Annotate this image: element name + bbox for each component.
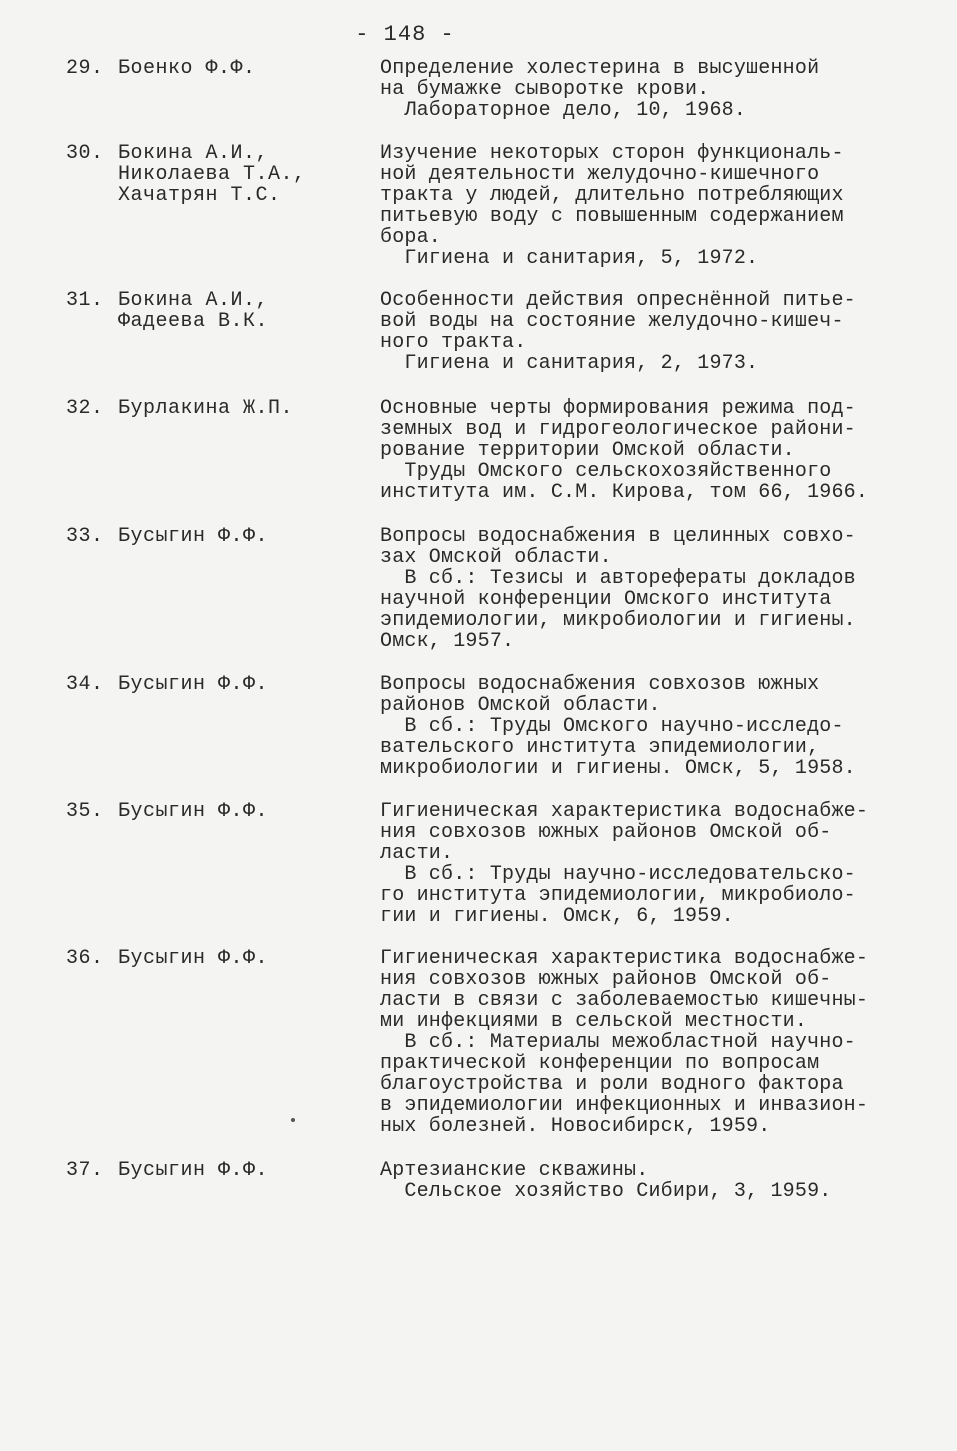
- description-line: Основные черты формирования режима под-: [380, 397, 856, 420]
- description-line: вательского института эпидемиологии,: [380, 736, 820, 759]
- description-line: Определение холестерина в высушенной: [380, 57, 820, 80]
- stray-mark: [291, 1118, 295, 1122]
- description-line: В сб.: Тезисы и авторефераты докладов: [380, 567, 856, 590]
- description-line: ной деятельности желудочно-кишечного: [380, 163, 820, 186]
- entry-authors: [118, 674, 358, 695]
- description-line: гии и гигиены. Омск, 6, 1959.: [380, 905, 734, 928]
- entry-authors: [118, 1160, 358, 1181]
- entry-number: 29.: [66, 57, 104, 80]
- entry-authors: [118, 526, 358, 547]
- entry-authors: [118, 948, 358, 969]
- description-line: на бумажке сыворотке крови.: [380, 78, 710, 101]
- description-line: земных вод и гидрогеологическое райони-: [380, 418, 856, 441]
- description-line: благоустройства и роли водного фактора: [380, 1073, 844, 1096]
- description-line: ных болезней. Новосибирск, 1959.: [380, 1115, 771, 1138]
- description-line: го института эпидемиологии, микробиоло-: [380, 884, 856, 907]
- entry-authors: [118, 143, 358, 206]
- entry-description: [380, 1160, 900, 1202]
- entry-authors: [118, 801, 358, 822]
- description-line: Вопросы водоснабжения совхозов южных: [380, 673, 820, 696]
- author-name: Бурлакина Ж.П.: [118, 397, 294, 420]
- author-name: Бусыгин Ф.Ф.: [118, 947, 269, 970]
- description-line: районов Омской области.: [380, 694, 661, 717]
- description-line: питьевую воду с повышенным содержанием: [380, 205, 844, 228]
- entry-number: 36.: [66, 947, 104, 970]
- description-line: Лабораторное дело, 10, 1968.: [380, 99, 747, 122]
- description-line: Гигиеническая характеристика водоснабже-: [380, 947, 869, 970]
- entry-description: [380, 801, 900, 927]
- description-line: ния совхозов южных районов Омской об-: [380, 821, 832, 844]
- description-line: в эпидемиологии инфекционных и инвазион-: [380, 1094, 869, 1117]
- entry-description: [380, 948, 900, 1137]
- description-line: В сб.: Труды научно-исследовательско-: [380, 863, 856, 886]
- description-line: зах Омской области.: [380, 546, 612, 569]
- author-name: Фадеева В.К.: [118, 310, 269, 333]
- entry-description: [380, 290, 900, 374]
- entry-authors: [118, 290, 358, 332]
- description-line: института им. С.М. Кирова, том 66, 1966.: [380, 481, 869, 504]
- entry-number: 34.: [66, 673, 104, 696]
- author-name: Бусыгин Ф.Ф.: [118, 1159, 269, 1182]
- description-line: ласти.: [380, 842, 454, 865]
- author-name: Николаева Т.А.,: [118, 163, 306, 186]
- entry-authors: [118, 58, 358, 79]
- entry-authors: [118, 398, 358, 419]
- description-line: рование территории Омской области.: [380, 439, 795, 462]
- description-line: тракта у людей, длительно потребляющих: [380, 184, 844, 207]
- entry-description: [380, 58, 900, 121]
- entry-description: [380, 674, 900, 779]
- author-name: Бокина А.И.,: [118, 289, 269, 312]
- description-line: Особенности действия опреснённой питье-: [380, 289, 856, 312]
- description-line: Вопросы водоснабжения в целинных совхо-: [380, 525, 856, 548]
- description-line: Гигиена и санитария, 5, 1972.: [380, 247, 759, 270]
- entry-description: [380, 143, 900, 269]
- entry-number: 33.: [66, 525, 104, 548]
- author-name: Хачатрян Т.С.: [118, 184, 281, 207]
- description-line: микробиологии и гигиены. Омск, 5, 1958.: [380, 757, 856, 780]
- description-line: эпидемиологии, микробиологии и гигиены.: [380, 609, 856, 632]
- description-line: Сельское хозяйство Сибири, 3, 1959.: [380, 1180, 832, 1203]
- description-line: Омск, 1957.: [380, 630, 515, 653]
- description-line: Артезианские скважины.: [380, 1159, 649, 1182]
- description-line: В сб.: Материалы межобластной научно-: [380, 1031, 856, 1054]
- description-line: Изучение некоторых сторон функциональ-: [380, 142, 844, 165]
- entry-number: 32.: [66, 397, 104, 420]
- description-line: В сб.: Труды Омского научно-исследо-: [380, 715, 844, 738]
- description-line: Гигиена и санитария, 2, 1973.: [380, 352, 759, 375]
- description-line: ми инфекциями в сельской местности.: [380, 1010, 808, 1033]
- entry-number: 31.: [66, 289, 104, 312]
- author-name: Бусыгин Ф.Ф.: [118, 525, 269, 548]
- author-name: Бокина А.И.,: [118, 142, 269, 165]
- entry-number: 30.: [66, 142, 104, 165]
- description-line: ласти в связи с заболеваемостью кишечны-: [380, 989, 869, 1012]
- description-line: Гигиеническая характеристика водоснабже-: [380, 800, 869, 823]
- description-line: ния совхозов южных районов Омской об-: [380, 968, 832, 991]
- description-line: вой воды на состояние желудочно-кишеч-: [380, 310, 844, 333]
- description-line: ного тракта.: [380, 331, 527, 354]
- description-line: практической конференции по вопросам: [380, 1052, 820, 1075]
- description-line: бора.: [380, 226, 442, 249]
- page-number: - 148 -: [355, 22, 455, 47]
- entry-description: [380, 398, 900, 503]
- entry-description: [380, 526, 900, 652]
- entry-number: 37.: [66, 1159, 104, 1182]
- entry-number: 35.: [66, 800, 104, 823]
- author-name: Бусыгин Ф.Ф.: [118, 673, 269, 696]
- description-line: научной конференции Омского института: [380, 588, 832, 611]
- author-name: Бусыгин Ф.Ф.: [118, 800, 269, 823]
- author-name: Боенко Ф.Ф.: [118, 57, 256, 80]
- description-line: Труды Омского сельскохозяйственного: [380, 460, 832, 483]
